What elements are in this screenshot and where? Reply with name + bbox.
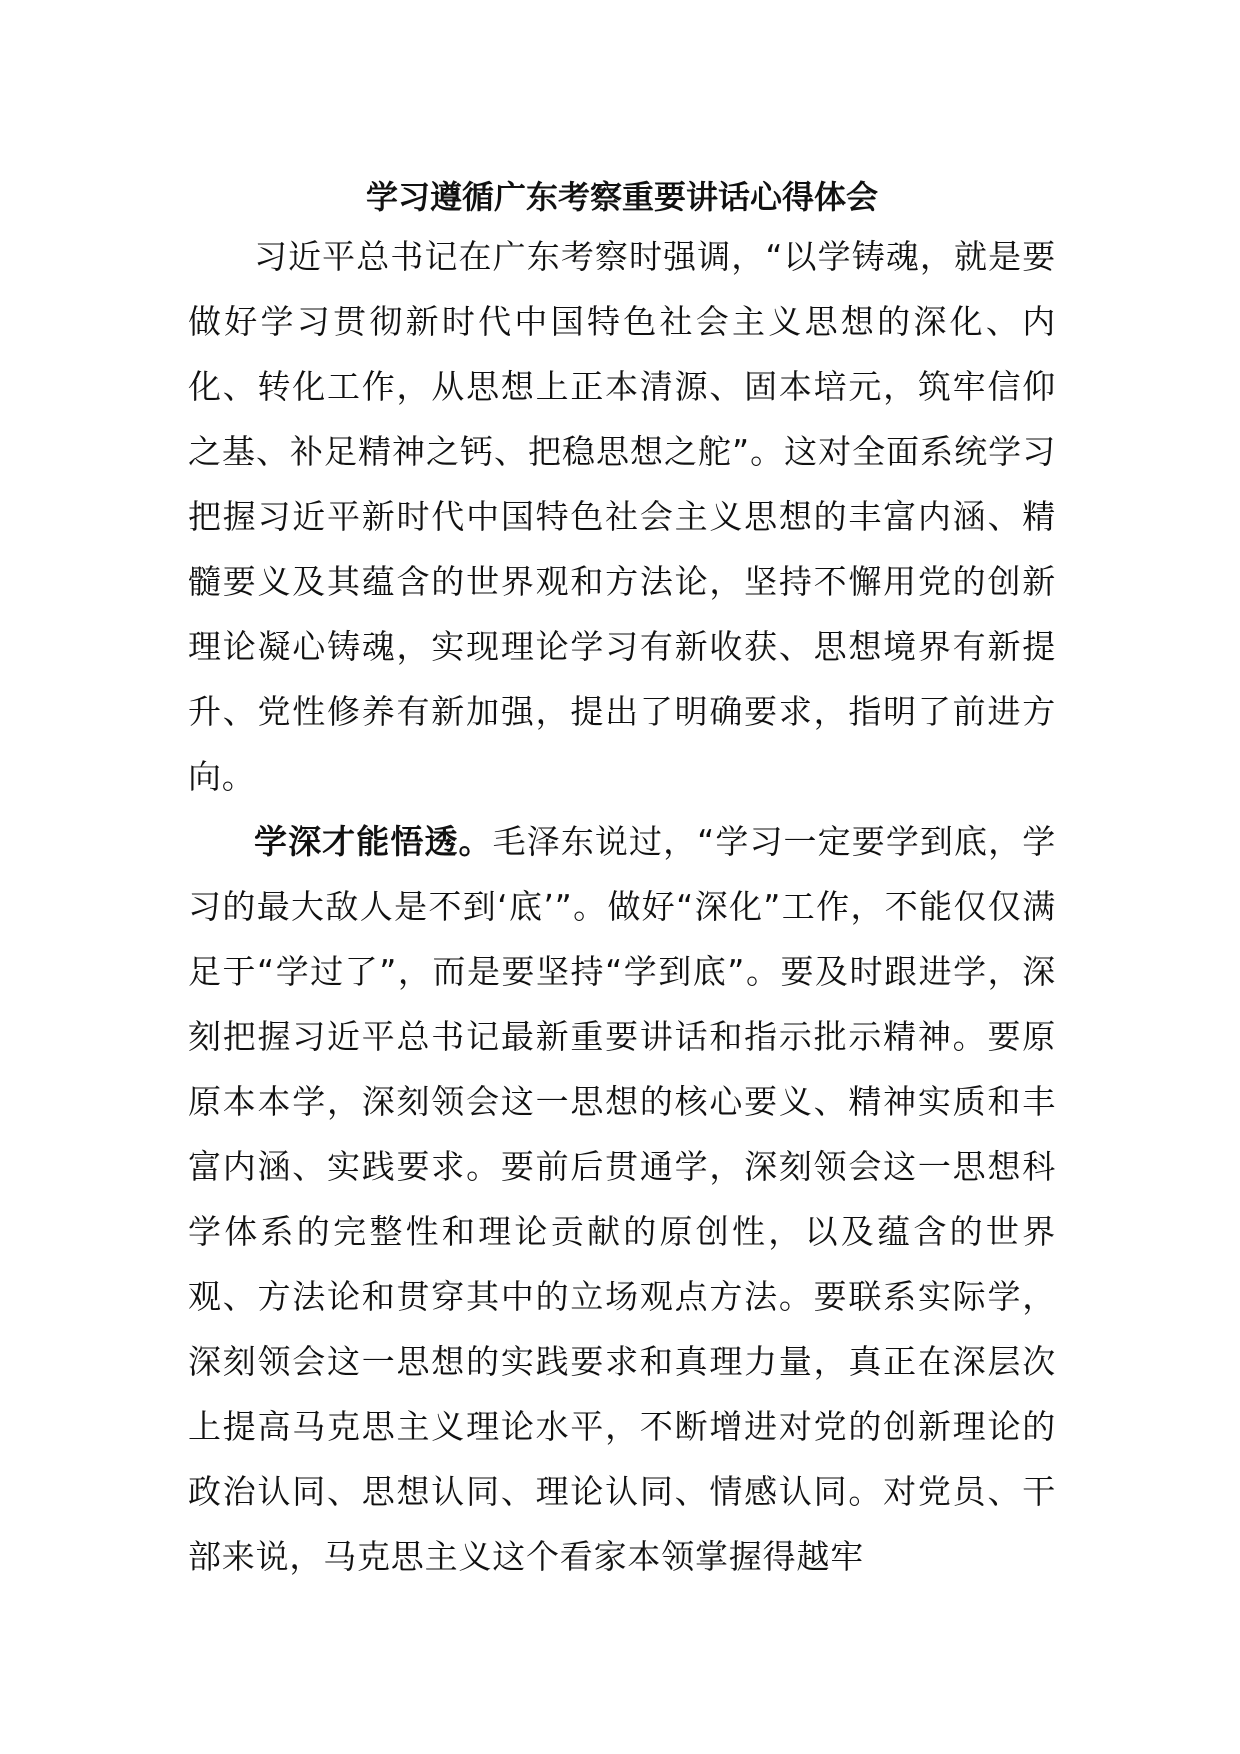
paragraph-intro <box>188 224 1056 809</box>
paragraph-study-deep-text: 毛泽东说过，“学习一定要学到底，学习的最大敌人是不到‘底’”。做好“深化”工作，不能仅仅满足于“学过了”，而是要坚持“学到底”。要及时跟进学，深刻把握习近平总书记最新重要讲话和指示批示精神。要原原本本学，深刻领会这一思想的核心要义、精神实质和丰富内涵、实践要求。要前后贯通学，深刻领会这一思想科学体系的完整性和理论贡献的原创性，以及蕴含的世界观、方法论和贯穿其中的立场观点方法。要联系实际学，深刻领会这一思想的实践要求和真理力量，真正在深层次上提高马克思主义理论水平，不断增进对党的创新理论的政治认同、思想认同、理论认同、情感认同。对党员、干部来说，马克思主义这个看家本领掌握得越牢 <box>188 822 1056 1576</box>
document-body <box>188 171 1056 1589</box>
paragraph-study-deep <box>188 809 1056 1589</box>
paragraph-lead-heading: 学深才能悟透。 <box>254 822 493 861</box>
paragraph-intro-text: 习近平总书记在广东考察时强调，“以学铸魂，就是要做好学习贯彻新时代中国特色社会主义思想的深化、内化、转化工作，从思想上正本清源、固本培元，筑牢信仰之基、补足精神之钙、把稳思想之舵”。这对全面系统学习把握习近平新时代中国特色社会主义思想的丰富内涵、精髓要义及其蕴含的世界观和方法论，坚持不懈用党的创新理论凝心铸魂，实现理论学习有新收获、思想境界有新提升、党性修养有新加强，提出了明确要求，指明了前进方向。 <box>188 237 1056 796</box>
document-title: 学习遵循广东考察重要讲话心得体会 <box>365 178 878 216</box>
